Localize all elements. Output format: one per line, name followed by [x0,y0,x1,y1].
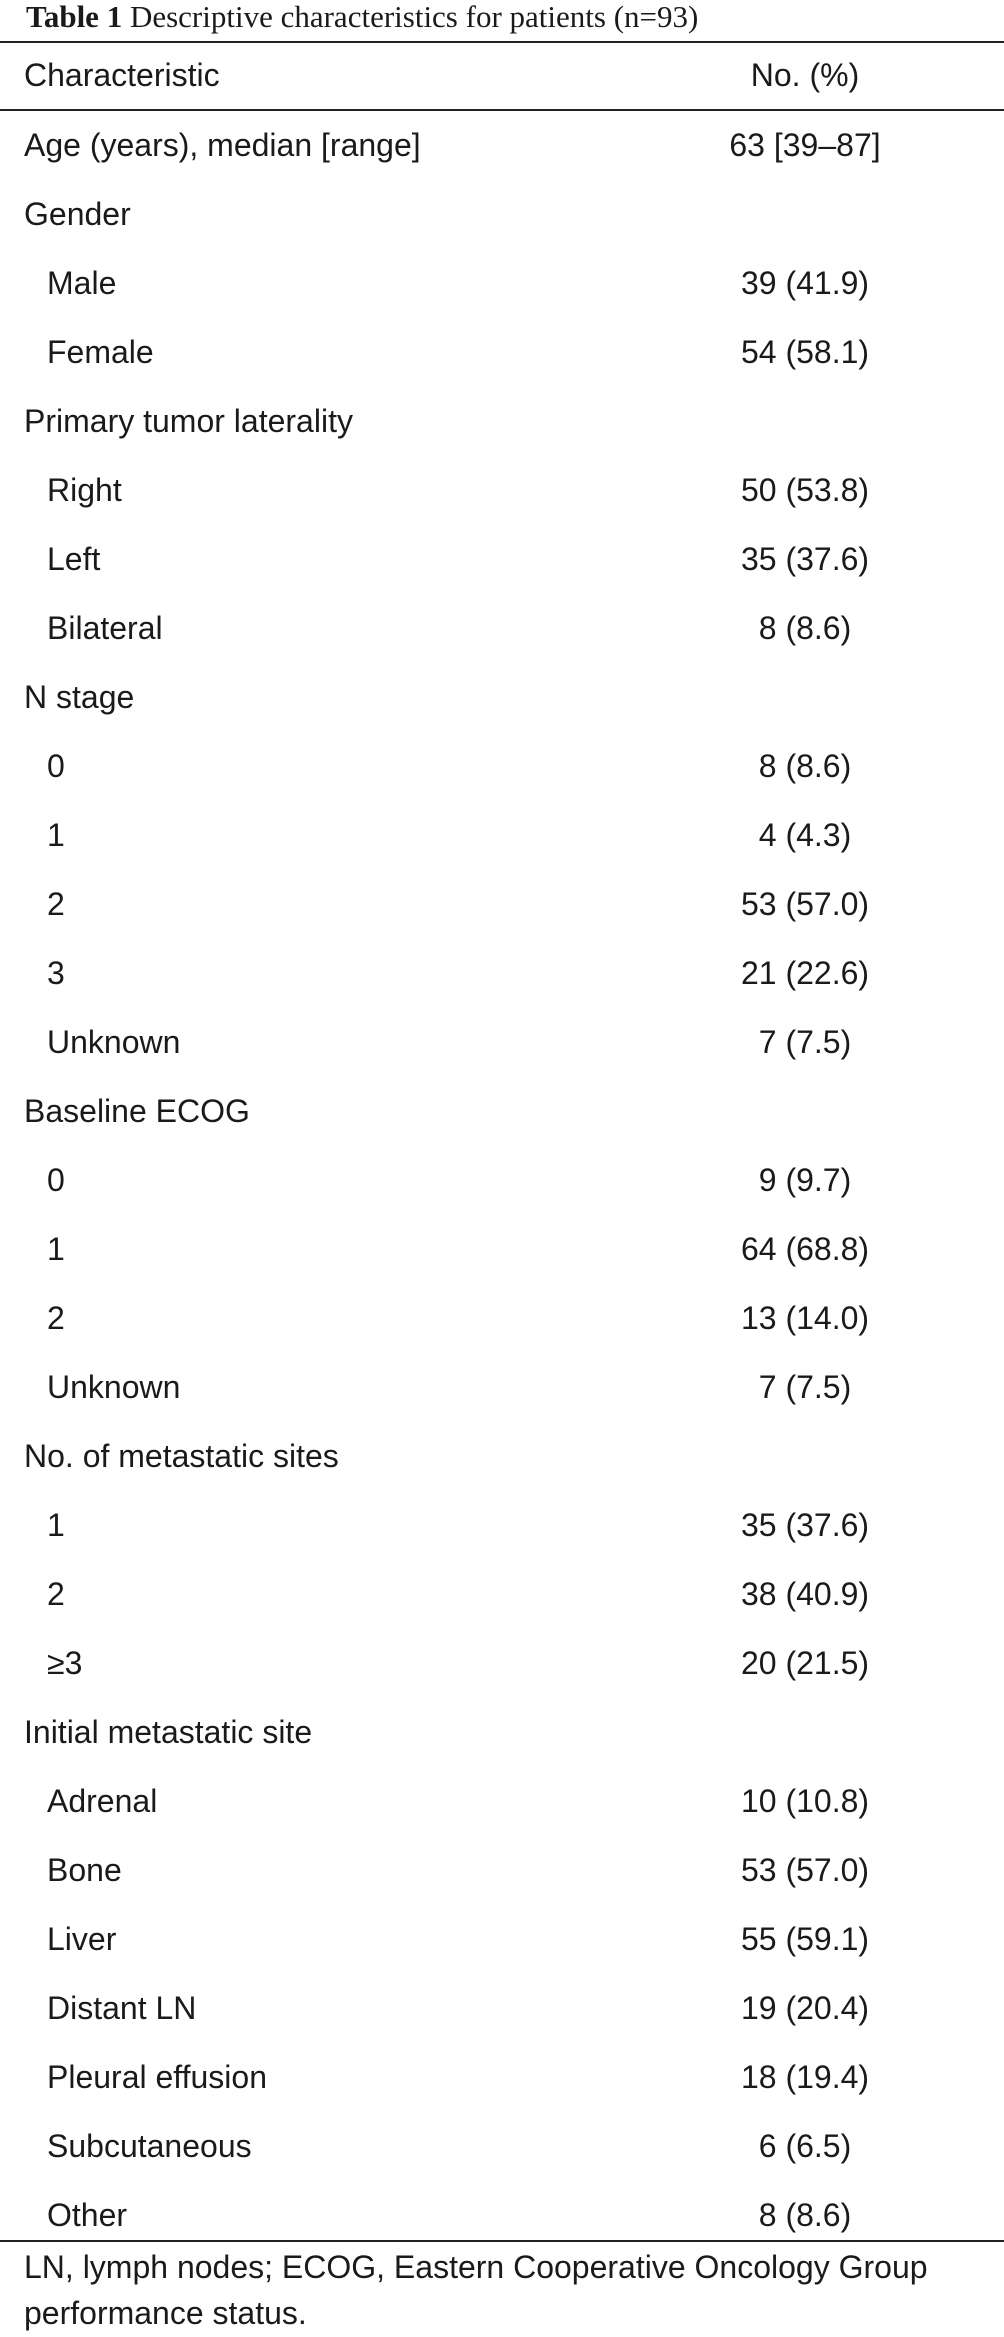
row-value: 8 (8.6) [758,2197,852,2233]
row-sublabel: 0 [47,748,65,784]
row-sublabel: Male [47,265,117,301]
row-label: Baseline ECOG [24,1093,250,1129]
table-row [0,1974,1004,2043]
row-value: 53 (57.0) [740,1852,870,1888]
table-row [0,1353,1004,1422]
row-sublabel: Unknown [47,1024,181,1060]
row-label: N stage [24,679,135,715]
table-caption-label: Table 1 [26,0,123,34]
table-row [0,456,1004,525]
row-value: 53 (57.0) [740,886,870,922]
row-sublabel: ≥3 [47,1645,83,1681]
table-row [0,870,1004,939]
row-value: 38 (40.9) [740,1576,870,1612]
table-row [0,1146,1004,1215]
row-value: 18 (19.4) [740,2059,870,2095]
row-value: 50 (53.8) [740,472,870,508]
header-value: No. (%) [750,56,860,93]
row-value [680,663,930,732]
table-row [0,111,1004,180]
table-row [0,1836,1004,1905]
row-sublabel: Adrenal [47,1783,158,1819]
row-label: Age (years), median [range] [24,127,421,163]
row-sublabel: Liver [47,1921,117,1957]
table-row [0,249,1004,318]
row-value: 7 (7.5) [758,1369,852,1405]
table-row [0,939,1004,1008]
row-sublabel: 2 [47,886,65,922]
table-row [0,387,1004,456]
row-value: 8 (8.6) [758,610,852,646]
row-value [680,180,930,249]
row-sublabel: Bone [47,1852,122,1888]
table-row [0,318,1004,387]
table-row [0,2112,1004,2181]
table-row [0,1284,1004,1353]
row-value: 21 (22.6) [740,955,870,991]
row-sublabel: Female [47,334,154,370]
table-row [0,180,1004,249]
table-bottom-rule [0,2240,1004,2242]
row-value [680,1698,930,1767]
table-row [0,1905,1004,1974]
row-sublabel: 1 [47,1231,65,1267]
row-label: Gender [24,196,131,232]
row-value [680,1422,930,1491]
row-sublabel: Right [47,472,122,508]
table-row [0,1491,1004,1560]
table-row [0,1560,1004,1629]
row-value [680,387,930,456]
row-sublabel: Pleural effusion [47,2059,267,2095]
row-label: Primary tumor laterality [24,403,353,439]
row-value: 20 (21.5) [740,1645,870,1681]
row-value: 35 (37.6) [740,541,870,577]
row-sublabel: 1 [47,1507,65,1543]
row-sublabel: 3 [47,955,65,991]
row-value: 54 (58.1) [740,334,870,370]
table-caption-text: Descriptive characteristics for patients (n=93) [129,0,699,34]
row-value: 6 (6.5) [758,2128,852,2164]
row-sublabel: 1 [47,817,65,853]
table-row [0,663,1004,732]
table-row [0,1215,1004,1284]
table-row [0,1698,1004,1767]
table-row [0,1767,1004,1836]
row-value: 9 (9.7) [758,1162,852,1198]
table-row [0,594,1004,663]
table-row [0,1008,1004,1077]
row-value [680,1077,930,1146]
row-sublabel: Other [47,2197,128,2233]
row-sublabel: 2 [47,1576,65,1612]
row-value: 8 (8.6) [758,748,852,784]
row-value: 19 (20.4) [740,1990,870,2026]
table-row [0,2043,1004,2112]
row-value: 63 [39–87] [729,127,881,163]
table-row [0,1422,1004,1491]
table-caption [26,0,698,40]
row-sublabel: 2 [47,1300,65,1336]
row-sublabel: Left [47,541,101,577]
row-value: 39 (41.9) [740,265,870,301]
row-sublabel: 0 [47,1162,65,1198]
row-label: Initial metastatic site [24,1714,313,1750]
row-sublabel: Distant LN [47,1990,197,2026]
table-header-row [0,41,1004,109]
row-value: 13 (14.0) [740,1300,870,1336]
table-footnote: LN, lymph nodes; ECOG, Eastern Cooperative Oncology Group performance status. [24,2249,928,2331]
row-label: No. of metastatic sites [24,1438,339,1474]
row-value: 64 (68.8) [740,1231,870,1267]
row-value: 10 (10.8) [740,1783,870,1819]
table-row [0,732,1004,801]
row-sublabel: Subcutaneous [47,2128,252,2164]
row-sublabel: Bilateral [47,610,163,646]
table-row [0,1077,1004,1146]
table-row [0,801,1004,870]
row-value: 7 (7.5) [758,1024,852,1060]
row-sublabel: Unknown [47,1369,181,1405]
table-row [0,1629,1004,1698]
header-characteristic: Characteristic [24,56,220,93]
row-value: 4 (4.3) [758,817,852,853]
table-row [0,525,1004,594]
row-value: 35 (37.6) [740,1507,870,1543]
row-value: 55 (59.1) [740,1921,870,1957]
